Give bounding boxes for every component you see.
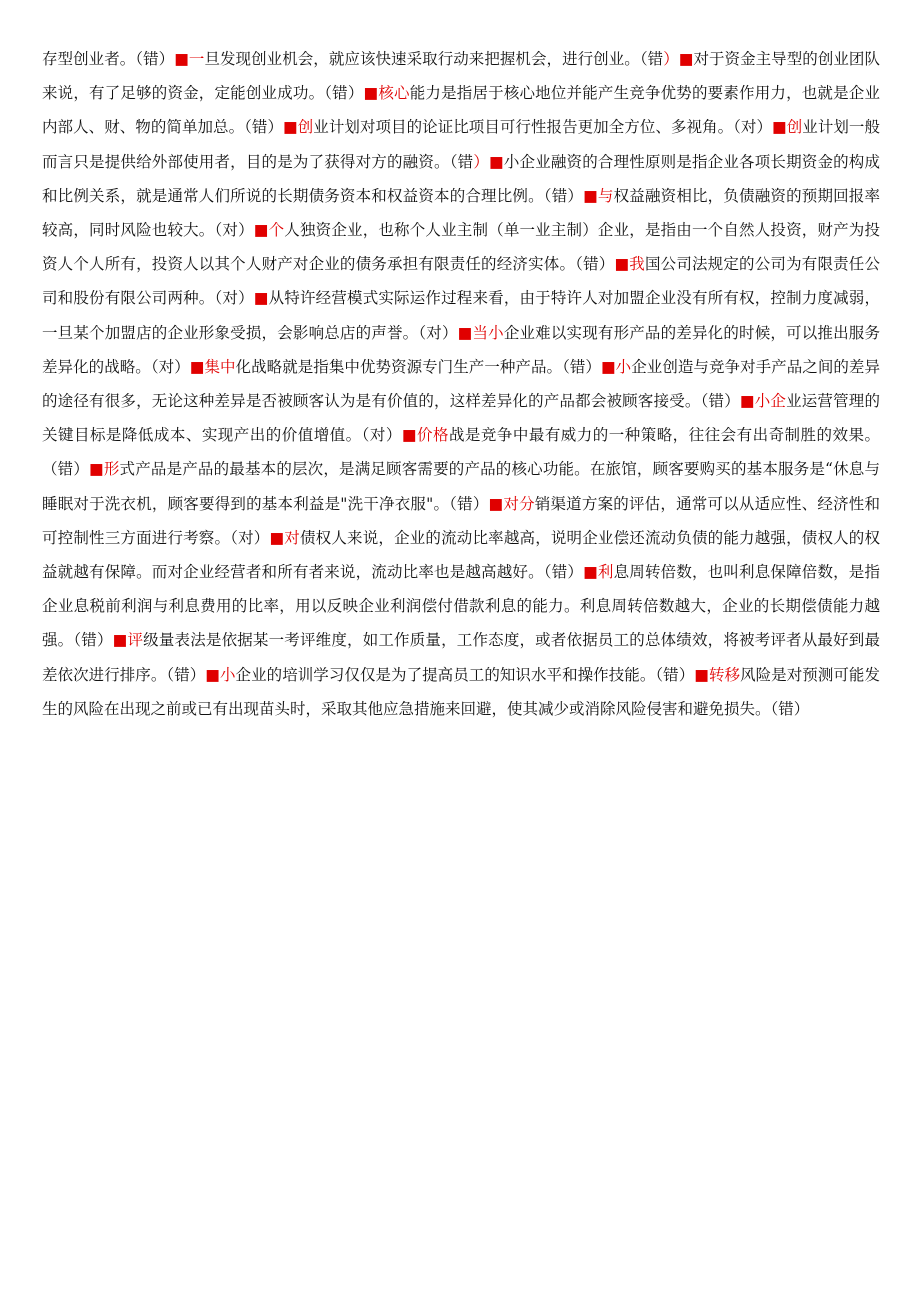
text-run: 国公司法规定的公司为有限责任公司和股份有限公司两种。（对） [42, 255, 880, 308]
text-run: 债权人来说，企业的流动比率越高，说明企业偿还流动负债的能力越强，债权人的权益就越有保障。而对企业经营者和所有者来说，流动比率也是越高越好。（错） [42, 528, 880, 582]
text-run: 风险是对预测可能发生的风险在出现之前或已有出现苗头时，采取其他应急措施来回避，使其减少或消除风险侵害和避免损失。（错） [42, 665, 880, 718]
text-run: 对于资金主导型的创业团队来说，有了足够的资金，定能创业成功。（错） [42, 50, 880, 103]
text-run: 式产品是产品的最基本的层次，是满足顾客需要的产品的核心功能。在旅馆，顾客要购买的基本服务是“休息与睡眠对于洗衣机，顾客要得到的基本利益是"洗干净衣服"。（错） [42, 460, 880, 513]
highlighted-run: ■对分 [488, 494, 535, 513]
text-run: 企业的培训学习仅仅是为了提高员工的知识水平和操作技能。（错） [235, 665, 695, 684]
highlighted-run: ■价格 [401, 426, 449, 445]
text-run: 业计划对项目的论证比项目可行性报告更加全方位、多视角。（对） [313, 118, 773, 137]
highlighted-run: ■我 [614, 255, 645, 274]
text-run: 企业难以实现有形产品的差异化的时候，可以推出服务差异化的战略。（对） [42, 323, 880, 376]
text-run: 能力是指居于核心地位并能产生竞争优势的要素作用力，也就是企业内部人、财、物的简单加总。（错） [42, 84, 880, 137]
highlighted-run: ■对 [269, 528, 300, 547]
highlighted-run: ■创 [283, 118, 314, 137]
highlighted-run: ）■ [473, 152, 504, 171]
highlighted-run: ）■ [663, 50, 694, 68]
text-run: 小企业融资的合理性原则是指企业各项长期资金的构成和比例关系，就是通常人们所说的长期债务资本和权益资本的合理比例。（错） [42, 152, 880, 205]
highlighted-run: ■创 [772, 118, 803, 137]
highlighted-run: ■核心 [363, 84, 410, 103]
highlighted-run: ■评 [112, 631, 144, 650]
text-run: 权益融资相比，负债融资的预期回报率较高，同时风险也较大。（对） [42, 186, 880, 240]
text-run: 销渠道方案的评估，通常可以从适应性、经济性和可控制性三方面进行考察。（对） [42, 494, 880, 547]
highlighted-run: ■转移 [694, 665, 741, 684]
text-run: 人独资企业，也称个人业主制（单一业主制）企业，是指由一个自然人投资，财产为投资人个人所有，投资人以其个人财产对企业的债务承担有限责任的经济实体。（错） [42, 221, 880, 274]
document-body [42, 42, 880, 726]
text-run: 化战略就是指集中优势资源专门生产一种产品。（错） [235, 357, 601, 376]
text-run: 从特许经营模式实际运作过程来看，由于特许人对加盟企业没有所有权，控制力度减弱，一旦某个加盟店的企业形象受损，会影响总店的声誉。（对） [42, 289, 880, 342]
text-run: 业运营管理的关键目标是降低成本、实现产出的价值增值。（对） [42, 392, 880, 445]
highlighted-run: ■一 [174, 50, 205, 68]
highlighted-run: ■与 [583, 186, 614, 205]
text-run: 级量表法是依据某一考评维度，如工作质量，工作态度，或者依据员工的总体绩效，将被考评者从最好到最差依次进行排序。（错） [42, 631, 880, 684]
highlighted-run: ■利 [583, 563, 614, 582]
text-run: 旦发现创业机会，就应该快速采取行动来把握机会，进行创业。（错 [204, 50, 664, 68]
text-run: 息周转倍数，也叫利息保障倍数，是指企业息税前利润与利息费用的比率，用以反映企业利润偿付借款利息的能力。利息周转倍数越大，企业的长期偿债能力越强。（错） [42, 563, 880, 650]
highlighted-run: ■ [253, 289, 269, 308]
highlighted-run: ■小 [600, 357, 632, 376]
highlighted-run: ■小企 [739, 392, 787, 411]
highlighted-run: ■个 [253, 221, 285, 240]
highlighted-run: ■形 [89, 460, 120, 479]
text-run: 企业创造与竞争对手产品之间的差异的途径有很多，无论这种差异是否被顾客认为是有价值的，这样差异化的产品都会被顾客接受。（错） [42, 357, 880, 411]
text-run: 存型创业者。（错） [42, 50, 175, 68]
highlighted-run: ■集中 [189, 357, 236, 376]
highlighted-run: ■当小 [457, 323, 504, 342]
text-run: 业计划一般而言只是提供给外部使用者，目的是为了获得对方的融资。（错 [42, 118, 880, 171]
text-run: 战是竞争中最有威力的一种策略，往往会有出奇制胜的效果。（错） [42, 426, 880, 479]
highlighted-run: ■小 [205, 665, 236, 684]
